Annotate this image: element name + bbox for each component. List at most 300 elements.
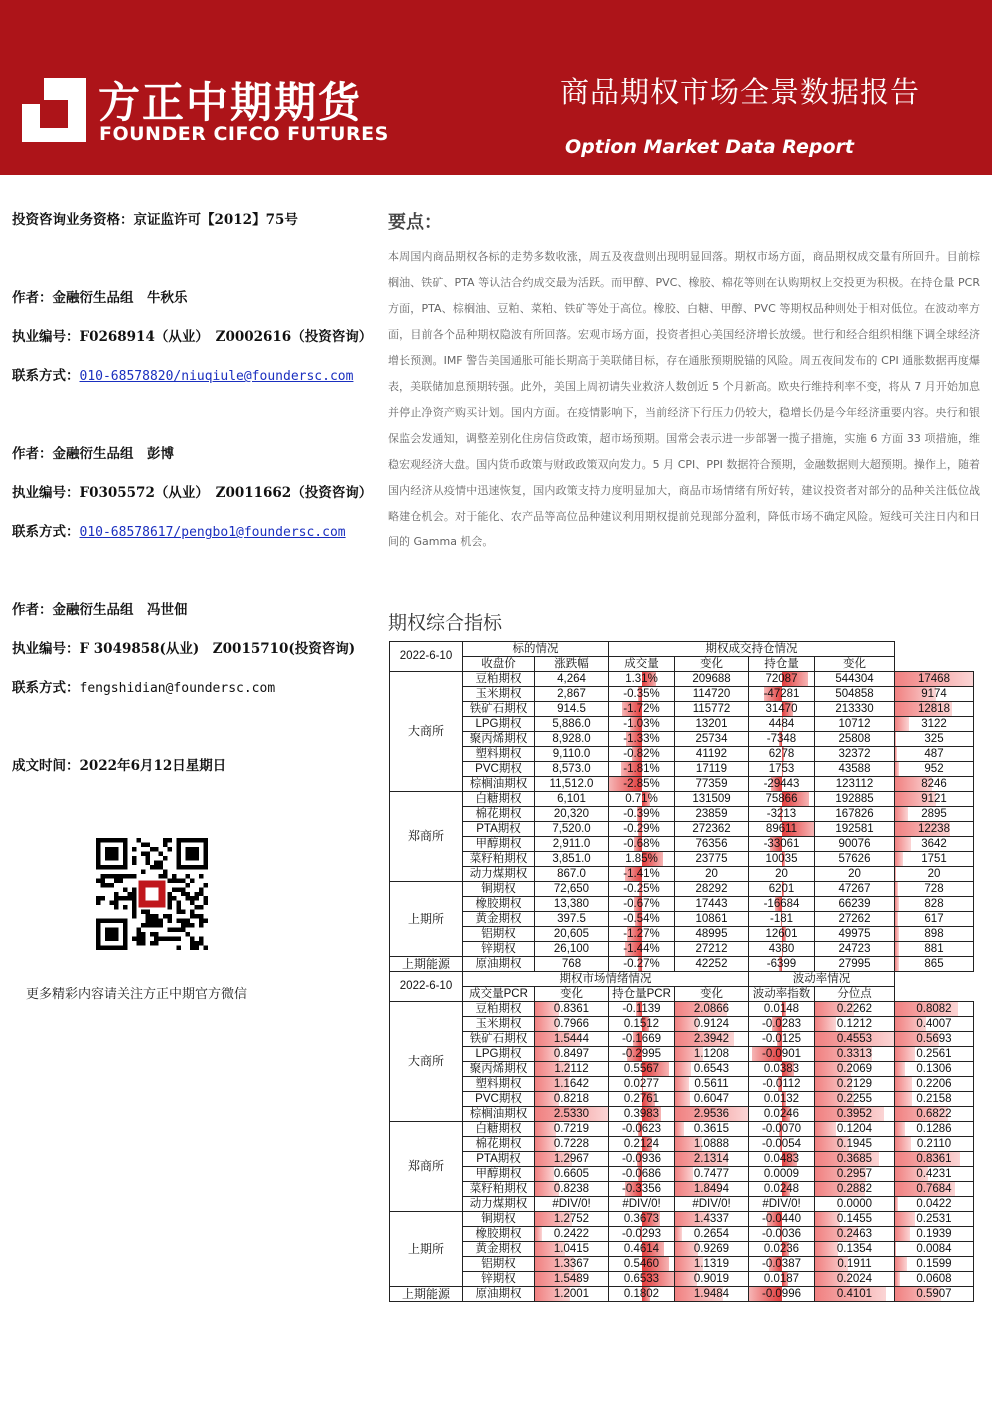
volume-pcr-change-cell bbox=[609, 1077, 675, 1092]
product-name: 橡胶期权 bbox=[463, 897, 535, 912]
volume-pcr: 0.7219 bbox=[553, 1122, 590, 1135]
vol-index: 0.2882 bbox=[836, 1182, 873, 1195]
volume-pcr-change-cell bbox=[609, 1227, 675, 1242]
volume-pcr-change: 0.2124 bbox=[623, 1137, 660, 1150]
vol-index-cell bbox=[815, 1107, 895, 1122]
volume-change: 6278 bbox=[768, 747, 795, 760]
oi-change-cell bbox=[895, 942, 974, 957]
percentile: 0.0608 bbox=[916, 1272, 952, 1285]
oi-pcr-change: -0.0036 bbox=[761, 1227, 801, 1240]
close-price: 72,650 bbox=[535, 882, 609, 897]
oi-pcr-change-cell bbox=[749, 1062, 815, 1077]
oi-change-cell bbox=[895, 912, 974, 927]
change-pct: -0.39% bbox=[623, 807, 660, 820]
oi-change: 2895 bbox=[921, 807, 947, 820]
exchange-cell: 上期所 bbox=[390, 1212, 463, 1287]
vol-index-cell bbox=[815, 1242, 895, 1257]
table-row bbox=[390, 807, 974, 822]
oi-pcr-change: -0.0125 bbox=[761, 1032, 801, 1045]
percentile: 0.8082 bbox=[916, 1002, 952, 1015]
volume-pcr: 0.8497 bbox=[553, 1047, 590, 1060]
percentile-cell bbox=[895, 1137, 974, 1152]
vol-index-cell bbox=[815, 1122, 895, 1137]
product-name: 甲醇期权 bbox=[463, 1167, 535, 1182]
volume-pcr: 1.5444 bbox=[553, 1032, 590, 1045]
volume-pcr-change: -0.0936 bbox=[621, 1152, 661, 1165]
summary-text: 本周国内商品期权各标的走势多数收涨，周五及夜盘则出现明显回落。期权市场方面，商品期权成交量有所回升。目前棕榈油、铁矿、PTA 等认沽合约成交最为活跃。而甲醇、PVC、橡胶、棉花等则在认购期权上交投更为积极。在持仓量 PCR 方面，PTA、棕榈油、豆粕、菜粕、铁矿等处于高位。橡胶、白糖、甲醇、PVC 等期权品种则处于相对低位。在波动率方面，目前各个品种期权隐波有所回落。宏观市场方面，投资者担心美国经济增长放缓。世行和经合组织相继下调全球经济增长预测。IMF 警告美国通胀可能长期高于美联储目标，存在通胀预期脱锚的风险。周五夜间发布的 CPI 通胀数据再度爆表，美联储加息预期转强。此外，美国上周初请失业救济人数创近 5 个月新高。欧央行维持利率不变，将从 7 月开始加息并停止净资产购买计划。国内方面。在疫情影响下，当前经济下行压力仍较大，稳增长仍是今年经济重要内容。央行和银保监会发通知，调整差别化住房信贷政策，超市场预期。国常会表示进一步部署一揽子措施，实施 6 方面 33 项措施，维稳宏观经济大盘。国内货币政策与财政政策双向发力。5 月 CPI、PPI 数据符合预期，金融数据则大超预期。操作上，随着国内经济从疫情中迅速恢复，国内政策支持力度明显加大，商品市场情绪有所好转，建议投资者对部分的品种关注低位战略建仓机会。对于能化、农产品等高位品种建议利用期权提前兑现部分盈利，降低市场不确定风险。短线可关注日内和日间的 Gamma 机会。 bbox=[388, 250, 980, 549]
volume-change: -7348 bbox=[766, 732, 797, 745]
vol-index: 0.2069 bbox=[836, 1062, 873, 1075]
oi-change: 325 bbox=[924, 732, 944, 745]
oi-pcr-change: -0.0283 bbox=[761, 1017, 801, 1030]
oi-change-cell bbox=[895, 927, 974, 942]
volume-pcr-change: -0.1669 bbox=[621, 1032, 661, 1045]
vol-index: 0.4101 bbox=[836, 1287, 873, 1300]
vol-index-cell bbox=[815, 1287, 895, 1302]
oi-pcr: 1.9484 bbox=[693, 1287, 730, 1300]
percentile-cell bbox=[895, 1107, 974, 1122]
volume-change-cell bbox=[749, 792, 815, 807]
change-pct: -0.67% bbox=[623, 897, 660, 910]
volume-change-cell bbox=[749, 717, 815, 732]
oi-pcr-cell bbox=[675, 1197, 749, 1212]
registration-line: 执业编号：F0305572（从业） Z0011662（投资咨询） bbox=[12, 485, 373, 501]
volume-pcr-change: -0.0623 bbox=[621, 1122, 661, 1135]
vol-index-cell bbox=[815, 1167, 895, 1182]
volume-change-cell bbox=[749, 672, 815, 687]
oi-change-cell bbox=[895, 762, 974, 777]
volume-pcr-change-cell bbox=[609, 1002, 675, 1017]
table-row bbox=[390, 1062, 974, 1077]
change-pct-cell bbox=[609, 942, 675, 957]
volume-pcr-change-cell bbox=[609, 1242, 675, 1257]
product-name: 锌期权 bbox=[463, 1272, 535, 1287]
product-name: LPG期权 bbox=[463, 717, 535, 732]
table-row bbox=[390, 1167, 974, 1182]
oi-change-cell bbox=[895, 837, 974, 852]
volume-pcr: 0.6605 bbox=[553, 1167, 590, 1180]
vol-index: 0.1455 bbox=[836, 1212, 873, 1225]
table-row bbox=[390, 867, 974, 882]
column-header: 变化 bbox=[675, 657, 749, 672]
oi-change-cell bbox=[895, 687, 974, 702]
percentile: 0.2561 bbox=[916, 1047, 952, 1060]
column-header: 变化 bbox=[535, 987, 609, 1002]
volume-pcr-change: -0.0686 bbox=[621, 1167, 661, 1180]
vol-index: 0.2262 bbox=[836, 1002, 873, 1015]
table-row bbox=[390, 852, 974, 867]
change-pct: 1.85% bbox=[625, 852, 658, 865]
oi-pcr-change-cell bbox=[749, 1047, 815, 1062]
close-price: 20,605 bbox=[535, 927, 609, 942]
column-header: 成交量 bbox=[609, 657, 675, 672]
table-row bbox=[390, 1032, 974, 1047]
contact-email[interactable]: fengshidian@foundersc.com bbox=[79, 681, 276, 696]
column-header: 波动率指数 bbox=[749, 987, 815, 1002]
oi-pcr-cell bbox=[675, 1137, 749, 1152]
open-interest: 213330 bbox=[815, 702, 895, 717]
oi-pcr-change-cell bbox=[749, 1122, 815, 1137]
volume-pcr-change: 0.5460 bbox=[623, 1257, 660, 1270]
percentile: 0.8361 bbox=[916, 1152, 952, 1165]
volume-pcr-cell bbox=[535, 1287, 609, 1302]
open-interest: 24723 bbox=[815, 942, 895, 957]
table-row bbox=[390, 1212, 974, 1227]
product-name: 豆粕期权 bbox=[463, 672, 535, 687]
volume-pcr-cell bbox=[535, 1152, 609, 1167]
volume-pcr-cell bbox=[535, 1032, 609, 1047]
percentile: 0.4231 bbox=[916, 1167, 952, 1180]
oi-change: 8246 bbox=[921, 777, 947, 790]
change-pct-cell bbox=[609, 897, 675, 912]
volume-change-cell bbox=[749, 747, 815, 762]
summary-title: 要点： bbox=[388, 212, 442, 233]
percentile: 0.2206 bbox=[916, 1077, 952, 1090]
oi-change-cell bbox=[895, 702, 974, 717]
volume-change: 6201 bbox=[768, 882, 795, 895]
change-pct-cell bbox=[609, 867, 675, 882]
exchange-cell: 上期能源 bbox=[390, 957, 463, 972]
volume-pcr: 2.5330 bbox=[553, 1107, 590, 1120]
product-name: 铁矿石期权 bbox=[463, 1032, 535, 1047]
oi-change-cell bbox=[895, 717, 974, 732]
oi-pcr-cell bbox=[675, 1092, 749, 1107]
volume-change: 20 bbox=[775, 867, 788, 880]
oi-pcr: 0.2654 bbox=[693, 1227, 730, 1240]
volume-change: 10035 bbox=[765, 852, 798, 865]
table-date-header: 2022-6-10 bbox=[390, 972, 463, 1002]
table-row bbox=[390, 1182, 974, 1197]
vol-index-cell bbox=[815, 1257, 895, 1272]
change-pct: -1.33% bbox=[623, 732, 660, 745]
founder-logo-icon bbox=[22, 78, 86, 142]
table-row bbox=[390, 747, 974, 762]
volume: 17119 bbox=[675, 762, 749, 777]
change-pct: -0.35% bbox=[623, 687, 660, 700]
oi-pcr-change-cell bbox=[749, 1107, 815, 1122]
percentile-cell bbox=[895, 1152, 974, 1167]
oi-change-cell bbox=[895, 822, 974, 837]
oi-change-cell bbox=[895, 807, 974, 822]
oi-pcr-change: -0.0996 bbox=[761, 1287, 801, 1300]
oi-pcr-change: 0.0248 bbox=[763, 1182, 800, 1195]
open-interest: 27995 bbox=[815, 957, 895, 972]
oi-pcr-change: -0.0387 bbox=[761, 1257, 801, 1270]
oi-pcr-cell bbox=[675, 1062, 749, 1077]
volume-pcr-cell bbox=[535, 1212, 609, 1227]
oi-change-cell bbox=[895, 882, 974, 897]
percentile: 0.6822 bbox=[916, 1107, 952, 1120]
column-header: 持仓量 bbox=[749, 657, 815, 672]
vol-index: 0.1911 bbox=[837, 1257, 872, 1270]
table-row bbox=[390, 792, 974, 807]
oi-change-cell bbox=[895, 747, 974, 762]
product-name: 黄金期权 bbox=[463, 1242, 535, 1257]
oi-pcr-cell bbox=[675, 1002, 749, 1017]
change-pct-cell bbox=[609, 702, 675, 717]
volume-pcr-cell bbox=[535, 1167, 609, 1182]
change-pct-cell bbox=[609, 792, 675, 807]
volume-pcr: 1.1642 bbox=[553, 1077, 590, 1090]
oi-pcr: 0.5611 bbox=[694, 1077, 729, 1090]
oi-pcr-change-cell bbox=[749, 1032, 815, 1047]
volume-change: 12601 bbox=[765, 927, 798, 940]
product-name: PTA期权 bbox=[463, 822, 535, 837]
change-pct-cell bbox=[609, 927, 675, 942]
volume-pcr: 0.8218 bbox=[553, 1092, 590, 1105]
product-name: 棉花期权 bbox=[463, 807, 535, 822]
contact-label: 联系方式： bbox=[12, 524, 80, 540]
vol-index: 0.4553 bbox=[836, 1032, 873, 1045]
product-name: 棉花期权 bbox=[463, 1137, 535, 1152]
column-header: 分位点 bbox=[815, 987, 895, 1002]
oi-pcr-cell bbox=[675, 1047, 749, 1062]
volume-pcr-cell bbox=[535, 1137, 609, 1152]
close-price: 2,867 bbox=[535, 687, 609, 702]
change-pct: 1.31% bbox=[625, 672, 658, 685]
volume: 76356 bbox=[675, 837, 749, 852]
change-pct: -1.03% bbox=[623, 717, 660, 730]
volume: 131509 bbox=[675, 792, 749, 807]
oi-pcr-cell bbox=[675, 1107, 749, 1122]
report-title-cn: 商品期权市场全景数据报告 bbox=[559, 75, 920, 109]
table-row bbox=[390, 837, 974, 852]
oi-pcr-cell bbox=[675, 1122, 749, 1137]
vol-index: 0.1204 bbox=[836, 1122, 873, 1135]
oi-pcr: 1.8494 bbox=[693, 1182, 730, 1195]
registration-line: 执业编号：F 3049858(从业) Z0015710(投资咨询) bbox=[12, 641, 356, 657]
product-name: 菜籽粕期权 bbox=[463, 852, 535, 867]
product-name: 动力煤期权 bbox=[463, 1197, 535, 1212]
volume-pcr-cell bbox=[535, 1227, 609, 1242]
table-row bbox=[390, 1047, 974, 1062]
volume-pcr-cell bbox=[535, 1272, 609, 1287]
contact-email-link[interactable]: 010-68578820/niuqiule@foundersc.com bbox=[79, 369, 354, 384]
volume-change-cell bbox=[749, 837, 815, 852]
close-price: 768 bbox=[535, 957, 609, 972]
table-row bbox=[390, 1287, 974, 1302]
open-interest: 47267 bbox=[815, 882, 895, 897]
oi-change: 952 bbox=[924, 762, 944, 775]
table-row bbox=[390, 1122, 974, 1137]
percentile-cell bbox=[895, 1047, 974, 1062]
volume-change: -181 bbox=[769, 912, 794, 925]
oi-pcr-change: 0.0009 bbox=[763, 1167, 800, 1180]
volume-pcr-change: 0.6533 bbox=[623, 1272, 660, 1285]
volume: 114720 bbox=[675, 687, 749, 702]
vol-index-cell bbox=[815, 1062, 895, 1077]
oi-pcr-cell bbox=[675, 1287, 749, 1302]
change-pct-cell bbox=[609, 807, 675, 822]
exchange-cell: 大商所 bbox=[390, 1002, 463, 1122]
change-pct: -2.85% bbox=[623, 777, 660, 790]
percentile: 0.4007 bbox=[916, 1017, 952, 1030]
percentile-cell bbox=[895, 1242, 974, 1257]
volume-change: -6399 bbox=[766, 957, 797, 970]
oi-pcr: 1.4337 bbox=[693, 1212, 730, 1225]
volume-pcr-change-cell bbox=[609, 1167, 675, 1182]
oi-pcr: 0.7477 bbox=[693, 1167, 730, 1180]
percentile: 0.1939 bbox=[916, 1227, 952, 1240]
percentile-cell bbox=[895, 1062, 974, 1077]
vol-index-cell bbox=[815, 1017, 895, 1032]
oi-pcr-change: 0.0148 bbox=[763, 1002, 800, 1015]
oi-change-cell bbox=[895, 852, 974, 867]
volume-pcr-cell bbox=[535, 1062, 609, 1077]
open-interest: 49975 bbox=[815, 927, 895, 942]
vol-index-cell bbox=[815, 1092, 895, 1107]
volume-pcr-change: 0.1802 bbox=[623, 1287, 660, 1300]
volume-change-cell bbox=[749, 897, 815, 912]
volume-pcr: 1.5489 bbox=[553, 1272, 590, 1285]
contact-label: 联系方式： bbox=[12, 368, 80, 384]
table-row bbox=[390, 1272, 974, 1287]
publish-date: 成文时间：2022年6月12日星期日 bbox=[12, 758, 227, 774]
oi-pcr: 0.9269 bbox=[693, 1242, 730, 1255]
volume-change: -3213 bbox=[766, 807, 797, 820]
table-row bbox=[390, 912, 974, 927]
vol-index: 0.2129 bbox=[836, 1077, 873, 1090]
percentile: 0.0422 bbox=[916, 1197, 952, 1210]
oi-pcr-cell bbox=[675, 1182, 749, 1197]
vol-index: 0.2463 bbox=[836, 1227, 873, 1240]
volume-change-cell bbox=[749, 852, 815, 867]
table-row bbox=[390, 1152, 974, 1167]
oi-change: 9174 bbox=[921, 687, 947, 700]
oi-change: 1751 bbox=[921, 852, 947, 865]
oi-change-cell bbox=[895, 792, 974, 807]
close-price: 26,100 bbox=[535, 942, 609, 957]
column-header: 涨跌幅 bbox=[535, 657, 609, 672]
volume-pcr-change-cell bbox=[609, 1122, 675, 1137]
group-header-underlying: 标的情况 bbox=[463, 642, 609, 657]
percentile-cell bbox=[895, 1197, 974, 1212]
close-price: 20,320 bbox=[535, 807, 609, 822]
volume-pcr-change-cell bbox=[609, 1212, 675, 1227]
vol-index-cell bbox=[815, 1137, 895, 1152]
volume: 27212 bbox=[675, 942, 749, 957]
oi-pcr-change: -0.0440 bbox=[761, 1212, 801, 1225]
contact-line bbox=[12, 520, 346, 540]
volume: 209688 bbox=[675, 672, 749, 687]
oi-pcr: 0.6543 bbox=[693, 1062, 730, 1075]
table-row bbox=[390, 957, 974, 972]
volume-pcr-cell bbox=[535, 1092, 609, 1107]
oi-pcr-change-cell bbox=[749, 1002, 815, 1017]
qr-caption: 更多精彩内容请关注方正中期官方微信 bbox=[26, 987, 248, 1002]
volume: 42252 bbox=[675, 957, 749, 972]
percentile-cell bbox=[895, 1077, 974, 1092]
exchange-cell: 郑商所 bbox=[390, 792, 463, 882]
contact-email-link[interactable]: 010-68578617/pengbo1@foundersc.com bbox=[79, 525, 346, 540]
volume-pcr-change-cell bbox=[609, 1182, 675, 1197]
author-line: 作者：金融衍生品组 彭博 bbox=[12, 446, 174, 462]
brand-name-en: FOUNDER CIFCO FUTURES bbox=[99, 123, 389, 145]
percentile-cell bbox=[895, 1092, 974, 1107]
table-row bbox=[390, 942, 974, 957]
oi-change: 898 bbox=[924, 927, 944, 940]
group-header-volatility: 波动率情况 bbox=[749, 972, 895, 987]
oi-pcr-change: 0.0236 bbox=[763, 1242, 800, 1255]
report-header bbox=[0, 0, 992, 175]
volume-pcr-cell bbox=[535, 1047, 609, 1062]
volume-change: -47281 bbox=[763, 687, 800, 700]
group-header-sentiment: 期权市场情绪情况 bbox=[463, 972, 749, 987]
volume-pcr-change: -0.3356 bbox=[621, 1182, 661, 1195]
product-name: 铝期权 bbox=[463, 927, 535, 942]
vol-index-cell bbox=[815, 1197, 895, 1212]
oi-pcr-change: -0.0112 bbox=[762, 1077, 801, 1090]
change-pct: -0.29% bbox=[623, 822, 660, 835]
report-title-en: Option Market Data Report bbox=[565, 136, 854, 158]
change-pct-cell bbox=[609, 762, 675, 777]
oi-change: 12238 bbox=[918, 822, 950, 835]
volume-pcr-change: 0.4614 bbox=[623, 1242, 660, 1255]
oi-pcr-cell bbox=[675, 1017, 749, 1032]
volume-pcr: 0.7966 bbox=[553, 1017, 590, 1030]
close-price: 6,101 bbox=[535, 792, 609, 807]
volume-pcr-change-cell bbox=[609, 1152, 675, 1167]
change-pct-cell bbox=[609, 852, 675, 867]
vol-index-cell bbox=[815, 1047, 895, 1062]
oi-pcr-change-cell bbox=[749, 1212, 815, 1227]
option-sentiment-vol-table bbox=[389, 971, 974, 1302]
vol-index-cell bbox=[815, 1227, 895, 1242]
table-row bbox=[390, 1107, 974, 1122]
change-pct-cell bbox=[609, 882, 675, 897]
oi-change-cell bbox=[895, 777, 974, 792]
oi-pcr-change: 0.0187 bbox=[763, 1272, 800, 1285]
volume-pcr-cell bbox=[535, 1182, 609, 1197]
change-pct: -0.82% bbox=[623, 747, 660, 760]
product-name: 橡胶期权 bbox=[463, 1227, 535, 1242]
close-price: 8,928.0 bbox=[535, 732, 609, 747]
volume-pcr: 0.8238 bbox=[553, 1182, 590, 1195]
volume-change: -29443 bbox=[763, 777, 800, 790]
oi-pcr-change: 0.0483 bbox=[763, 1152, 800, 1165]
volume-change: -33061 bbox=[763, 837, 800, 850]
oi-pcr-change-cell bbox=[749, 1167, 815, 1182]
product-name: 黄金期权 bbox=[463, 912, 535, 927]
table-row bbox=[390, 1017, 974, 1032]
change-pct-cell bbox=[609, 777, 675, 792]
product-name: 聚丙烯期权 bbox=[463, 1062, 535, 1077]
volume-change: 89611 bbox=[765, 822, 798, 835]
vol-index-cell bbox=[815, 1152, 895, 1167]
close-price: 13,380 bbox=[535, 897, 609, 912]
column-header: 收盘价 bbox=[463, 657, 535, 672]
volume-pcr-cell bbox=[535, 1002, 609, 1017]
open-interest: 43588 bbox=[815, 762, 895, 777]
percentile-cell bbox=[895, 1017, 974, 1032]
vol-index: 0.0000 bbox=[836, 1197, 873, 1210]
oi-change-cell bbox=[895, 732, 974, 747]
volume-pcr: 1.2967 bbox=[553, 1152, 590, 1165]
volume: 23859 bbox=[675, 807, 749, 822]
table-row bbox=[390, 1077, 974, 1092]
product-name: 原油期权 bbox=[463, 1287, 535, 1302]
volume: 48995 bbox=[675, 927, 749, 942]
volume-pcr-change-cell bbox=[609, 1137, 675, 1152]
brand-name-cn: 方正中期期货 bbox=[98, 78, 363, 127]
volume-pcr: 1.0415 bbox=[553, 1242, 590, 1255]
percentile: 0.1306 bbox=[916, 1062, 952, 1075]
volume-pcr: 1.3367 bbox=[553, 1257, 590, 1270]
change-pct: -1.27% bbox=[623, 927, 660, 940]
close-price: 9,110.0 bbox=[535, 747, 609, 762]
oi-change: 9121 bbox=[921, 792, 947, 805]
vol-index-cell bbox=[815, 1272, 895, 1287]
